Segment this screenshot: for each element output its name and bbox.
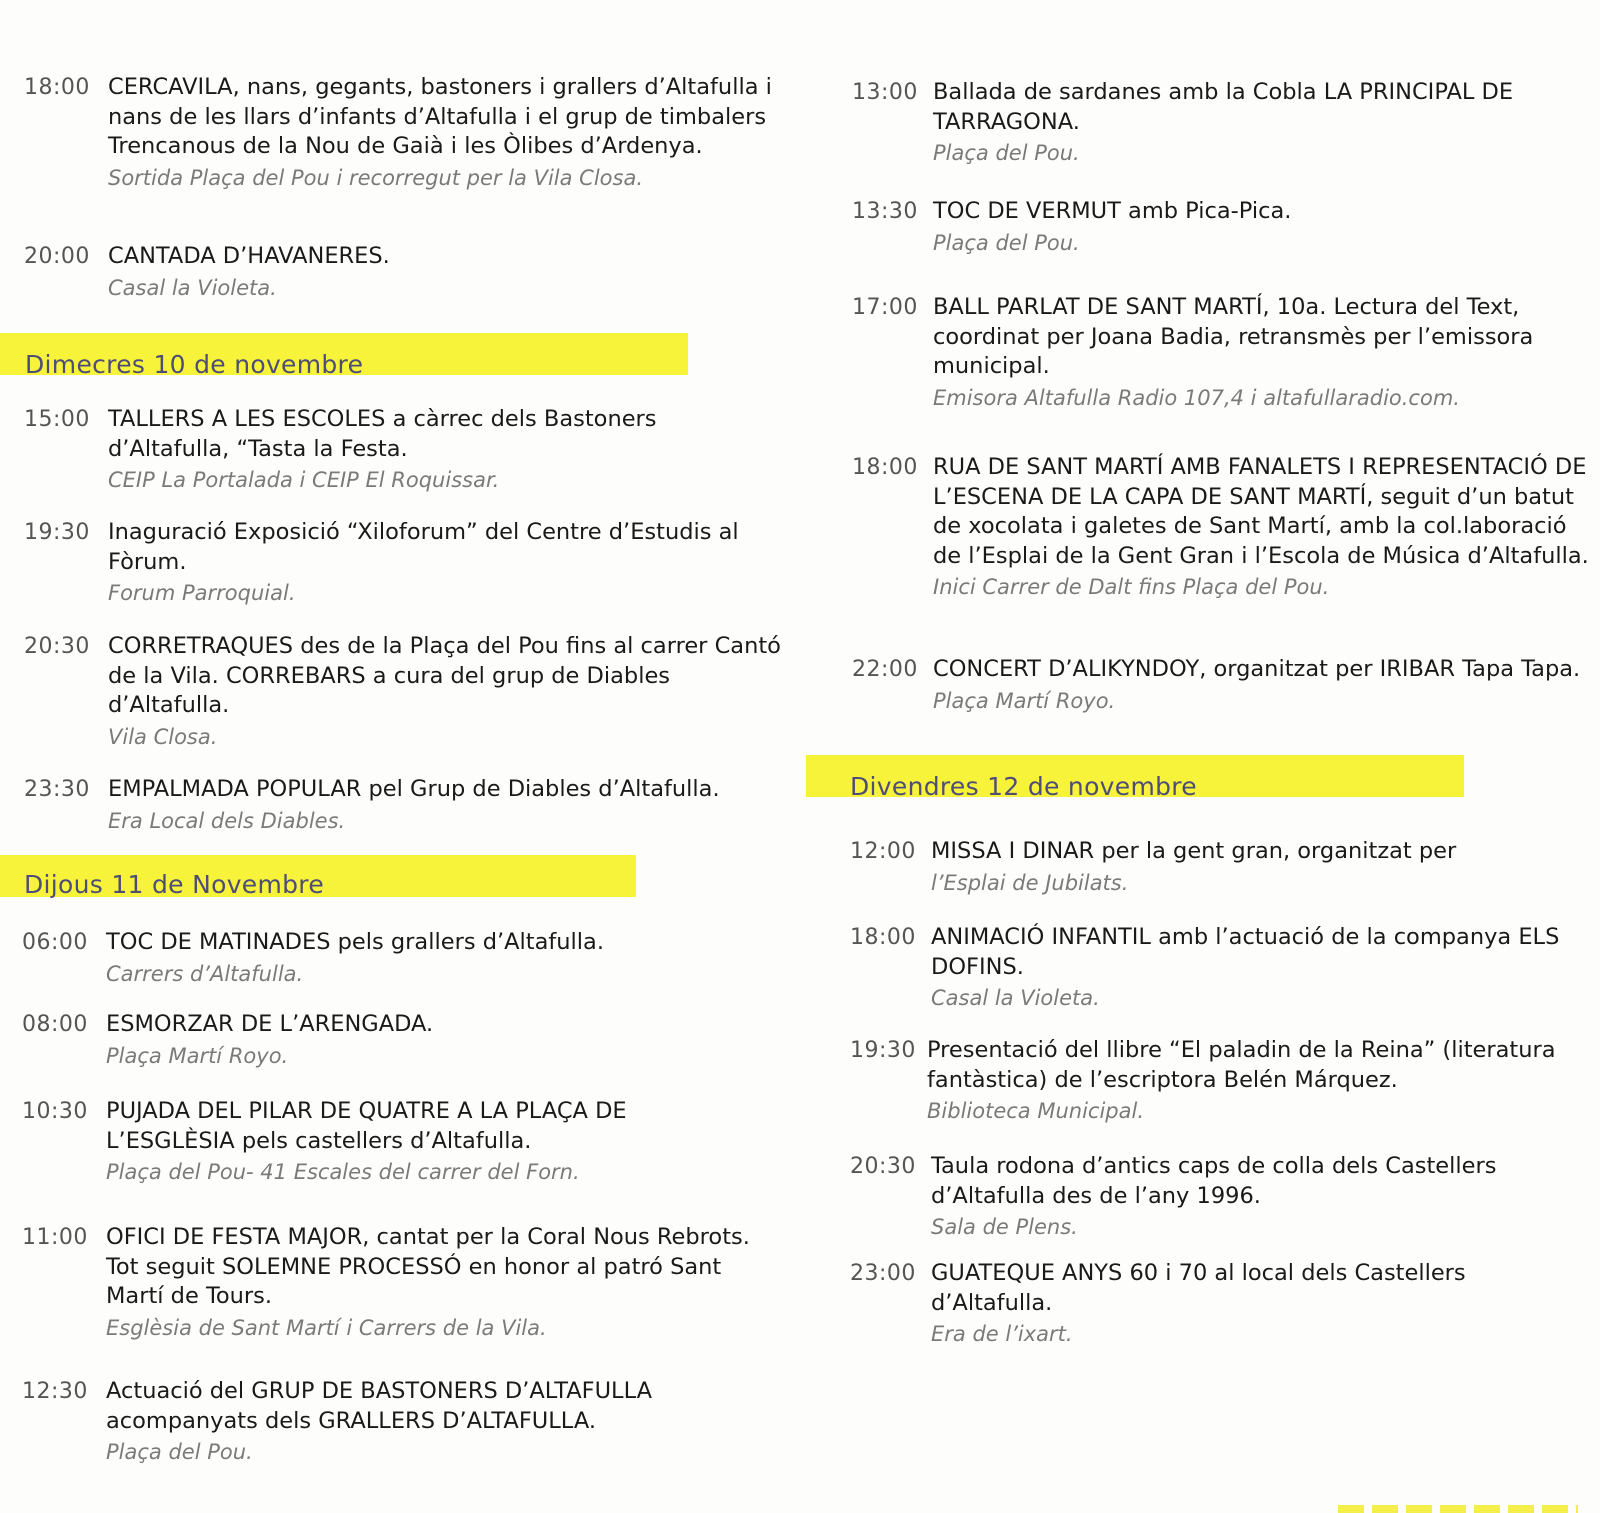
event-time: 20:30 — [24, 634, 90, 659]
event-place: Emisora Altafulla Radio 107,4 i altafullaradio.com. — [933, 385, 1460, 410]
event-place: Plaça Martí Royo. — [933, 688, 1116, 713]
event-title: Taula rodona d’antics caps de colla dels Castellers d’Altafulla des de l’any 1996. — [931, 1153, 1497, 1209]
event-place: Casal la Violeta. — [108, 275, 277, 300]
event-time: 20:00 — [24, 244, 90, 269]
event-title: Actuació del GRUP DE BASTONERS D’ALTAFULLA acompanyats dels GRALLERS D’ALTAFULLA. — [106, 1378, 653, 1434]
event-place: Plaça del Pou. — [106, 1440, 253, 1464]
event-description — [933, 78, 1583, 168]
event-place: CEIP La Portalada i CEIP El Roquissar. — [108, 468, 500, 492]
event-description — [931, 837, 1591, 898]
day-heading: Dijous 11 de Novembre — [24, 870, 325, 899]
event-description — [933, 655, 1593, 716]
event-description — [106, 1377, 746, 1467]
event-time: 15:00 — [24, 407, 90, 432]
event-time: 08:00 — [22, 1012, 88, 1037]
event-title: Inaguració Exposició “Xiloforum” del Centre d’Estudis al Fòrum. — [108, 519, 739, 575]
event-time: 23:30 — [24, 777, 90, 802]
event-place: Casal la Violeta. — [931, 986, 1100, 1010]
event-place: Biblioteca Municipal. — [927, 1099, 1144, 1123]
event-time: 22:00 — [852, 657, 918, 682]
event-place: Plaça del Pou. — [933, 230, 1080, 255]
event-time: 23:00 — [850, 1261, 916, 1286]
event-description — [108, 405, 758, 495]
event-description — [931, 1152, 1581, 1242]
event-title: CORRETRAQUES des de la Plaça del Pou fins al carrer Cantó de la Vila. CORREBARS a cura del grup de Diables d’Altafulla. — [108, 633, 781, 718]
decorative-corner-mark — [1338, 1505, 1578, 1513]
event-description — [933, 197, 1583, 258]
event-time: 19:30 — [24, 520, 90, 545]
event-description — [108, 775, 808, 836]
event-title: EMPALMADA POPULAR pel Grup de Diables d’Altafulla. — [108, 776, 720, 802]
event-place: Carrers d’Altafulla. — [106, 961, 304, 986]
event-place: Vila Closa. — [108, 724, 218, 749]
event-place: Sortida Plaça del Pou i recorregut per la Vila Closa. — [108, 165, 644, 190]
event-description — [108, 73, 788, 193]
event-time: 20:30 — [850, 1154, 916, 1179]
event-time: 12:30 — [22, 1379, 88, 1404]
event-title: BALL PARLAT DE SANT MARTÍ, 10a. Lectura del Text, coordinat per Joana Badia, retransmès per l’emissora municipal. — [933, 294, 1534, 379]
event-description — [933, 293, 1598, 413]
event-description — [106, 1097, 746, 1187]
event-description — [933, 453, 1598, 602]
event-place: Esglèsia de Sant Martí i Carrers de la Vila. — [106, 1315, 547, 1340]
event-time: 11:00 — [22, 1225, 88, 1250]
event-description — [108, 632, 798, 752]
day-heading: Divendres 12 de novembre — [850, 772, 1197, 801]
event-time: 10:30 — [22, 1099, 88, 1124]
event-title: CONCERT D’ALIKYNDOY, organitzat per IRIBAR Tapa Tapa. — [933, 656, 1581, 682]
event-description — [106, 1223, 766, 1343]
event-description — [106, 928, 786, 989]
event-title: TOC DE VERMUT amb Pica-Pica. — [933, 198, 1292, 224]
event-title: MISSA I DINAR per la gent gran, organitzat per — [931, 838, 1457, 864]
event-title: CERCAVILA, nans, gegants, bastoners i grallers d’Altafulla i nans de les llars d’infants d’Altafulla i el grup de timbalers Trencanous de la Nou de Gaià i les Òlibes d’Ardenya. — [108, 74, 772, 159]
event-title: GUATEQUE ANYS 60 i 70 al local dels Castellers d’Altafulla. — [931, 1260, 1466, 1316]
event-title: OFICI DE FESTA MAJOR, cantat per la Coral Nous Rebrots. Tot seguit SOLEMNE PROCESSÓ en honor al patró Sant Martí de Tours. — [106, 1224, 750, 1309]
event-time: 19:30 — [850, 1038, 916, 1063]
event-title: ESMORZAR DE L’ARENGADA. — [106, 1011, 434, 1037]
event-time: 18:00 — [852, 455, 918, 480]
event-title: TOC DE MATINADES pels grallers d’Altafulla. — [106, 929, 604, 955]
event-place: Plaça del Pou- 41 Escales del carrer del Forn. — [106, 1160, 580, 1184]
event-title: RUA DE SANT MARTÍ AMB FANALETS I REPRESENTACIÓ DE L’ESCENA DE LA CAPA DE SANT MARTÍ, seguit d’un batut de xocolata i galetes de Sant Martí, amb la col.laboració de l’Esplai de la Gent Gran i l’Escola de Música d’Altafulla. — [933, 454, 1589, 569]
event-description — [927, 1036, 1595, 1126]
event-time: 13:00 — [852, 80, 918, 105]
event-description — [108, 242, 788, 303]
event-place: Era de l’ixart. — [931, 1322, 1073, 1346]
event-place: l’Esplai de Jubilats. — [931, 870, 1129, 895]
day-heading: Dimecres 10 de novembre — [25, 350, 364, 379]
event-time: 13:30 — [852, 199, 918, 224]
event-time: 17:00 — [852, 295, 918, 320]
event-time: 18:00 — [24, 75, 90, 100]
event-title: Ballada de sardanes amb la Cobla LA PRINCIPAL DE TARRAGONA. — [933, 79, 1514, 135]
event-title: ANIMACIÓ INFANTIL amb l’actuació de la companya ELS DOFINS. — [931, 924, 1560, 980]
event-time: 18:00 — [850, 925, 916, 950]
event-description — [931, 923, 1591, 1013]
event-place: Plaça Martí Royo. — [106, 1043, 289, 1068]
event-time: 12:00 — [850, 839, 916, 864]
event-title: TALLERS A LES ESCOLES a càrrec dels Bastoners d’Altafulla, “Tasta la Festa. — [108, 406, 657, 462]
event-description — [108, 518, 788, 608]
event-title: Presentació del llibre “El paladin de la Reina” (literatura fantàstica) de l’escriptora Belén Márquez. — [927, 1037, 1556, 1093]
event-description — [931, 1259, 1571, 1349]
event-place: Plaça del Pou. — [933, 141, 1080, 165]
event-description — [106, 1010, 786, 1071]
event-title: PUJADA DEL PILAR DE QUATRE A LA PLAÇA DE L’ESGLÈSIA pels castellers d’Altafulla. — [106, 1098, 627, 1154]
event-place: Forum Parroquial. — [108, 581, 296, 605]
event-place: Era Local dels Diables. — [108, 808, 346, 833]
event-title: CANTADA D’HAVANERES. — [108, 243, 390, 269]
event-place: Inici Carrer de Dalt fins Plaça del Pou. — [933, 575, 1330, 599]
event-place: Sala de Plens. — [931, 1215, 1078, 1239]
event-time: 06:00 — [22, 930, 88, 955]
